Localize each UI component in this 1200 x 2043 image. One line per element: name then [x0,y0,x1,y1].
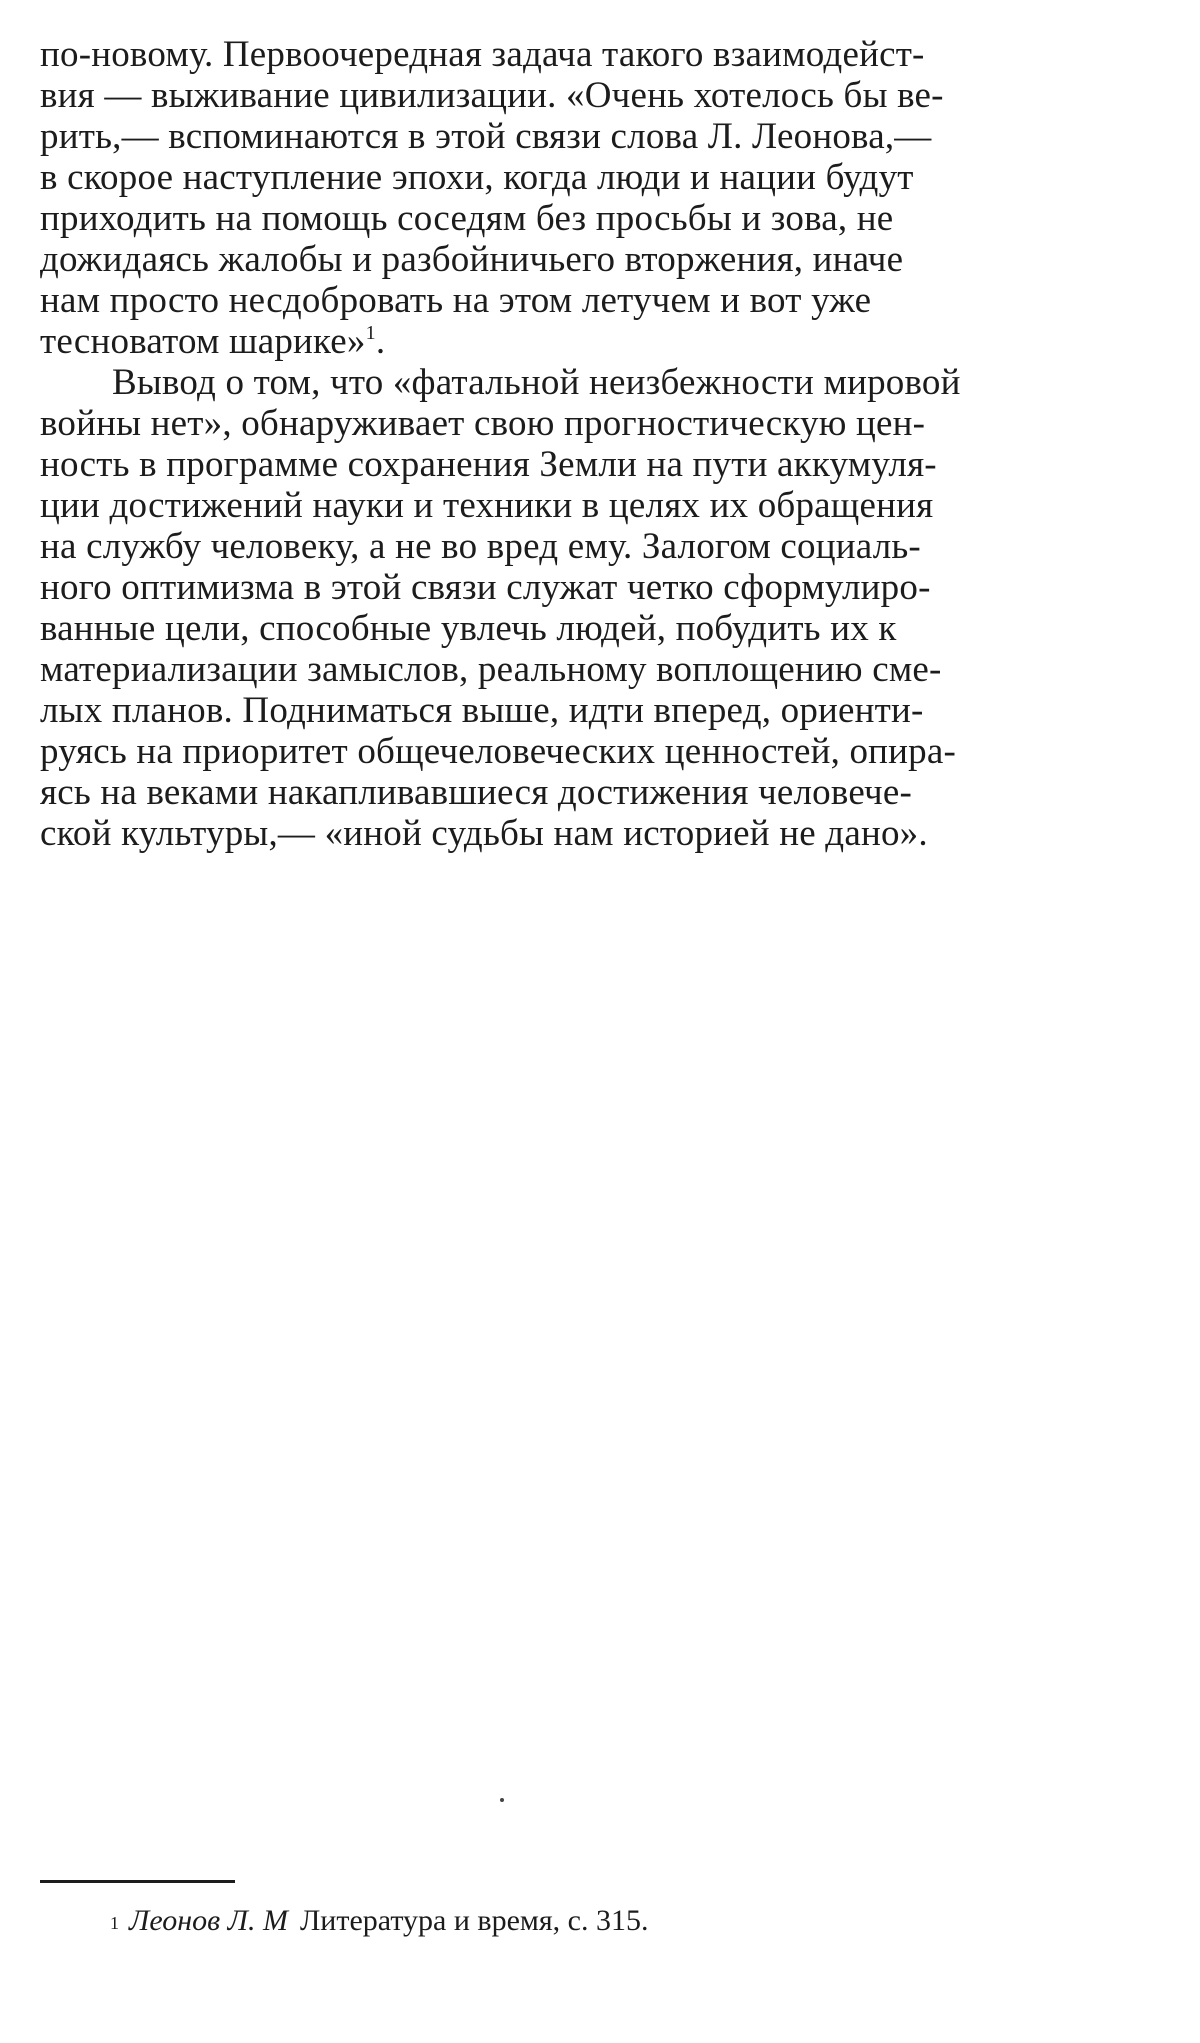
text-line: приходить на помощь соседям без просьбы и зова, не [40,198,894,239]
text-line: дожидаясь жалобы и разбойничьего вторжения, иначе [40,239,904,280]
print-speck [500,1798,504,1802]
footnote-author: Леонов Л. М [129,1904,288,1937]
text-line: материализации замыслов, реальному воплощению сме- [40,649,942,690]
text-line: по-новому. Первоочередная задача такого взаимодейст- [40,34,925,75]
text-line: ясь на веками накапливавшиеся достижения человече- [40,772,912,813]
footnote-text: Литература и время, с. 315. [299,1904,649,1937]
text-line: нам просто несдобровать на этом летучем и вот уже [40,280,872,321]
text-line-with-footnote [40,321,1200,362]
text-line: вия — выживание цивилизации. «Очень хотелось бы ве- [40,75,944,116]
text-line: руясь на приоритет общечеловеческих ценностей, опира- [40,731,957,772]
footnote-number: 1 [110,1913,119,1933]
text-line: войны нет», обнаруживает свою прогностическую цен- [40,403,926,444]
text-line: ской культуры,— «иной судьбы нам историей не дано». [40,813,928,854]
footnote [110,1903,648,1939]
text-line: ванные цели, способные увлечь людей, побудить их к [40,608,897,649]
text-line: ции достижений науки и техники в целях их обращения [40,485,934,526]
sentence-end: . [375,321,386,362]
text-line: лых планов. Подниматься выше, идти вперед, ориенти- [40,690,924,731]
main-text [40,34,1200,854]
footnote-divider [40,1880,235,1883]
text-line: на службу человеку, а не во вред ему. Залогом социаль- [40,526,921,567]
text-line: рить,— вспоминаются в этой связи слова Л. Леонова,— [40,116,932,157]
text-line: в скорое наступление эпохи, когда люди и нации будут [40,157,914,198]
footnote-reference[interactable]: 1 [365,322,376,344]
paragraph-start-line: Вывод о том, что «фатальной неизбежности мировой [112,362,961,403]
text-line: ность в программе сохранения Земли на пути аккумуля- [40,444,937,485]
text-line-content: тесноватом шарике» [40,321,366,362]
text-line: ного оптимизма в этой связи служат четко сформулиро- [40,567,931,608]
